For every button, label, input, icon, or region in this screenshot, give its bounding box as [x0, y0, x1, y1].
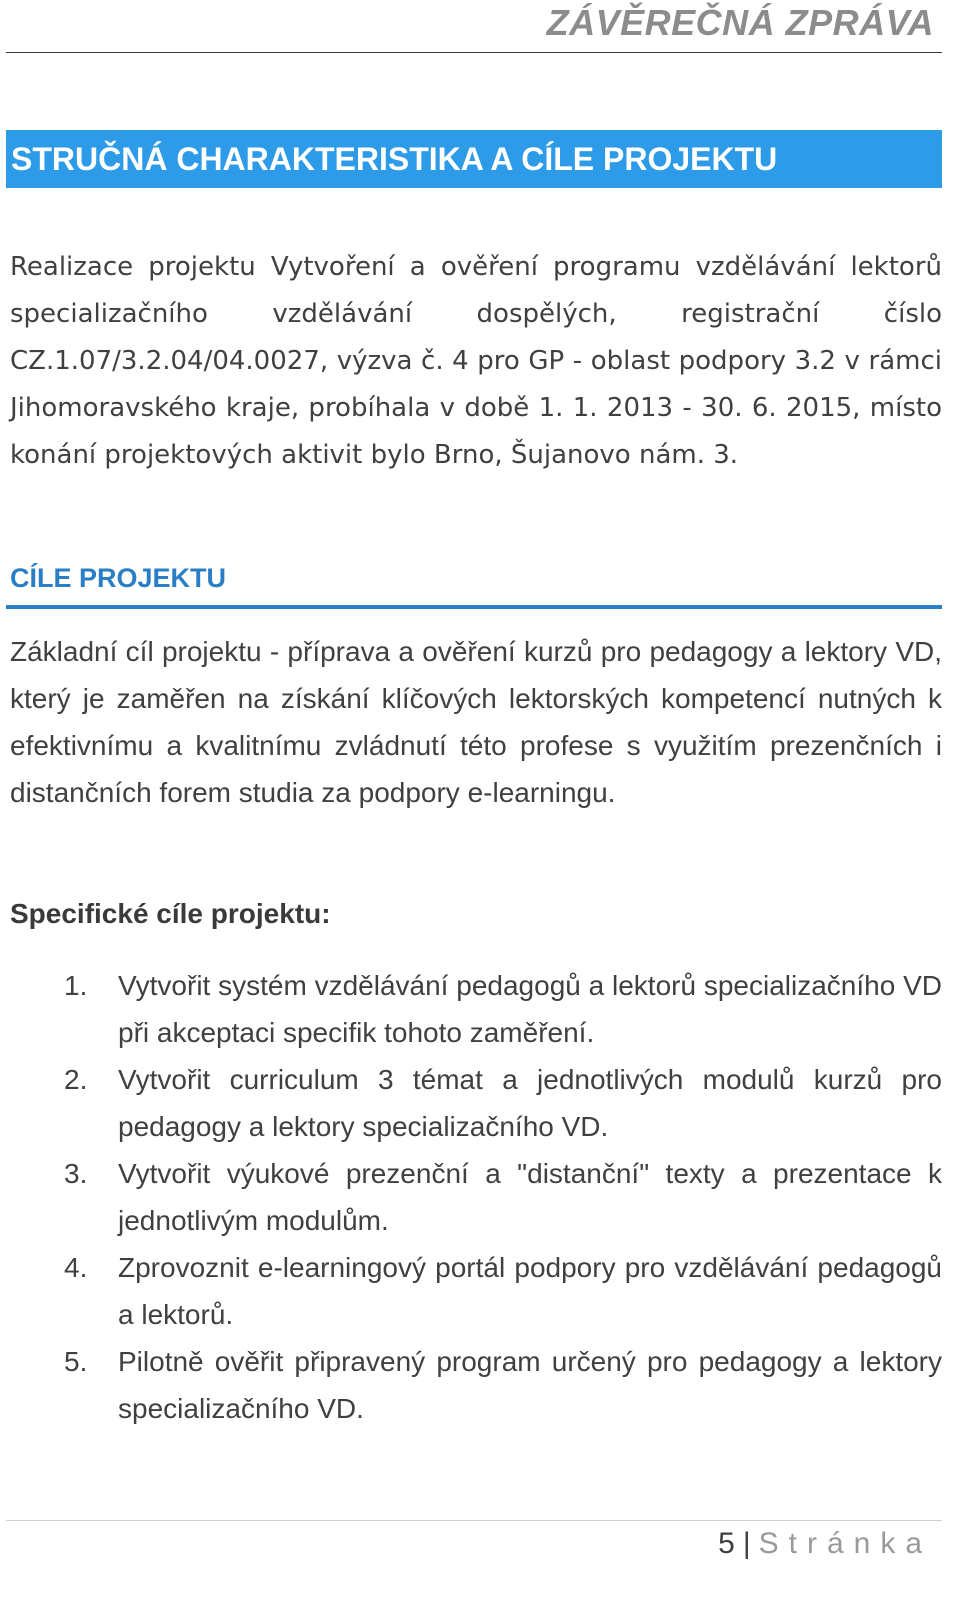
- list-item-text: Vytvořit výukové prezenční a "distanční" texty a prezentace k jednotlivým modulům.: [118, 1158, 942, 1236]
- goals-heading: CÍLE PROJEKTU: [10, 563, 227, 593]
- list-item-text: Pilotně ověřit připravený program určený pro pedagogy a lektory specializačního VD.: [118, 1346, 942, 1424]
- footer-divider: [6, 1520, 942, 1521]
- list-item-text: Vytvořit curriculum 3 témat a jednotlivých modulů kurzů pro pedagogy a lektory specializačního VD.: [118, 1064, 942, 1142]
- section-title-bar: [6, 130, 942, 188]
- specific-goals-heading: Specifické cíle projektu:: [10, 898, 331, 929]
- list-item-number: 1.: [64, 970, 88, 1001]
- goals-heading-underline: [6, 605, 942, 609]
- footer-separator: |: [742, 1527, 751, 1560]
- main-goal-paragraph: Základní cíl projektu - příprava a ověření kurzů pro pedagogy a lektory VD, který je zaměřen na získání klíčových lektorských kompetencí nutných k efektivnímu a kvalitnímu zvládnutí této profese s využitím prezenčních i distančních forem studia za podpory e-learningu.: [10, 636, 942, 808]
- list-item-number: 4.: [64, 1252, 88, 1283]
- list-item-text: Vytvořit systém vzdělávání pedagogů a lektorů specializačního VD při akceptaci specifik tohoto zaměření.: [118, 970, 942, 1048]
- list-item-number: 3.: [64, 1158, 88, 1189]
- report-title: ZÁVĚREČNÁ ZPRÁVA: [546, 2, 934, 43]
- list-item: [10, 1244, 942, 1338]
- list-item: [10, 1056, 942, 1150]
- list-item: [10, 1150, 942, 1244]
- header-divider: [6, 52, 942, 53]
- list-item-text: Zprovoznit e-learningový portál podpory pro vzdělávání pedagogů a lektorů.: [118, 1252, 942, 1330]
- section-title: STRUČNÁ CHARAKTERISTIKA A CÍLE PROJEKTU: [11, 140, 778, 177]
- list-item-number: 5.: [64, 1346, 88, 1377]
- page-footer: [718, 1527, 932, 1561]
- page-label: Stránka: [758, 1527, 932, 1560]
- list-item: [10, 1338, 942, 1432]
- page-number: 5: [718, 1527, 735, 1560]
- intro-paragraph: Realizace projektu Vytvoření a ověření programu vzdělávání lektorů specializačního vzdělávání dospělých, registrační číslo CZ.1.07/3.2.04/04.0027, výzva č. 4 pro GP - oblast podpory 3.2 v rámci Jihomoravského kraje, probíhala v době 1. 1. 2013 - 30. 6. 2015, místo konání projektových aktivit bylo Brno, Šujanovo nám. 3.: [10, 252, 942, 470]
- specific-goals-list: [10, 962, 942, 1432]
- list-item-number: 2.: [64, 1064, 88, 1095]
- list-item: [10, 962, 942, 1056]
